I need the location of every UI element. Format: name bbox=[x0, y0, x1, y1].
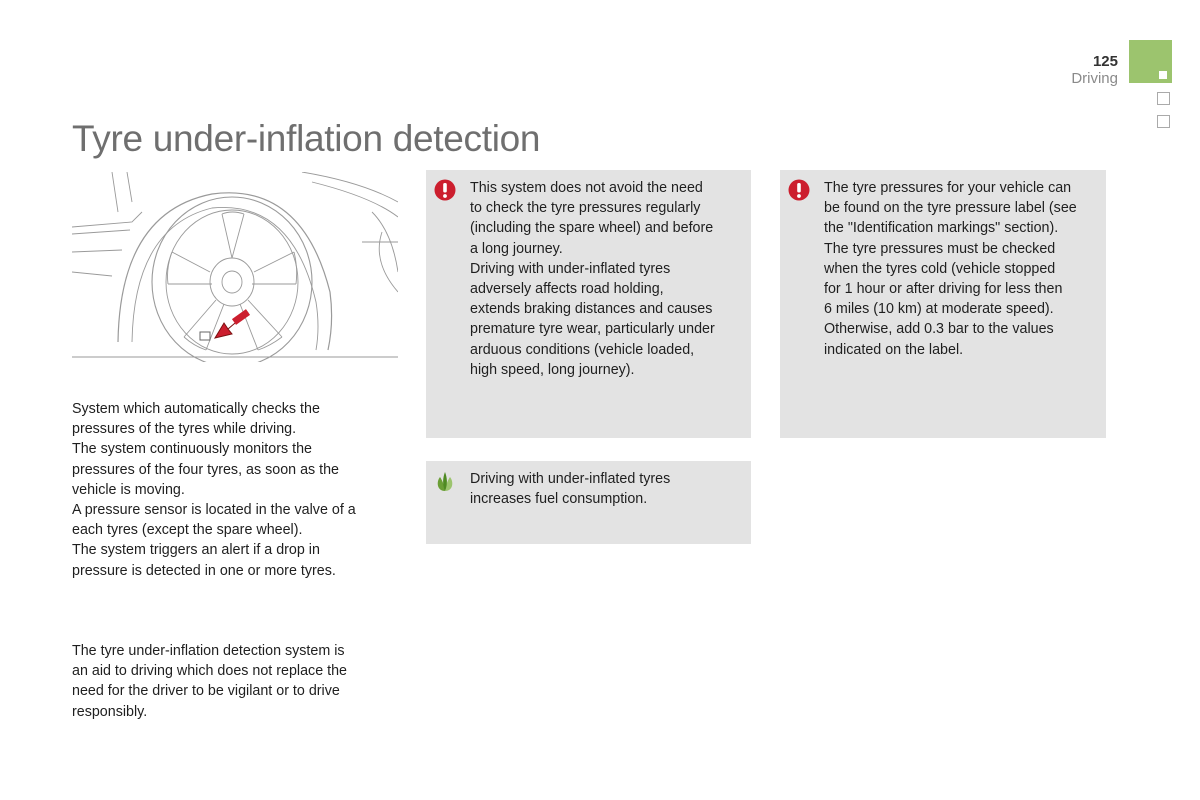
warning-panel-2 bbox=[780, 170, 1106, 438]
section-tab bbox=[1129, 40, 1172, 83]
intro-line: A pressure sensor is located in the valve of a bbox=[72, 502, 356, 519]
warning-line: adversely affects road holding, bbox=[470, 281, 664, 298]
warning-line: to check the tyre pressures regularly bbox=[470, 200, 701, 217]
warning-line: be found on the tyre pressure label (see bbox=[824, 200, 1077, 217]
warning-panel-1 bbox=[426, 170, 751, 438]
intro-line: each tyres (except the spare wheel). bbox=[72, 522, 303, 539]
warning-line: arduous conditions (vehicle loaded, bbox=[470, 341, 695, 358]
warning-line: This system does not avoid the need bbox=[470, 180, 703, 196]
warning-icon bbox=[434, 179, 456, 201]
intro-text bbox=[72, 399, 392, 581]
page-title: Tyre under-inflation detection bbox=[72, 118, 541, 159]
page-number: 125 bbox=[1092, 53, 1118, 70]
warning-line: the "Identification markings" section). bbox=[824, 220, 1059, 237]
eco-tip-panel bbox=[426, 461, 751, 544]
intro-line: The system continuously monitors the bbox=[72, 441, 312, 458]
intro-line: vehicle is moving. bbox=[72, 481, 185, 498]
warning-line: (including the spare wheel) and before bbox=[470, 220, 714, 237]
intro-line: pressure is detected in one or more tyres. bbox=[72, 562, 336, 579]
section-name: Driving bbox=[1071, 70, 1118, 87]
warning-line: The tyre pressures must be checked bbox=[824, 240, 1056, 257]
arrow-icon bbox=[215, 312, 248, 338]
intro-line: pressures of the tyres while driving. bbox=[72, 421, 297, 438]
warning-line: for 1 hour or after driving for less then bbox=[824, 281, 1063, 298]
note-line: need for the driver to be vigilant or to drive bbox=[72, 683, 340, 700]
intro-line: The system triggers an alert if a drop in bbox=[72, 542, 320, 559]
intro-line: System which automatically checks the bbox=[72, 401, 320, 417]
warning-line: The tyre pressures for your vehicle can bbox=[824, 180, 1072, 196]
warning-line: when the tyres cold (vehicle stopped bbox=[824, 260, 1056, 277]
warning-line: premature tyre wear, particularly under bbox=[470, 321, 715, 338]
intro-line: pressures of the four tyres, as soon as the bbox=[72, 461, 340, 478]
warning-line: extends braking distances and causes bbox=[470, 301, 713, 318]
disclaimer-text bbox=[72, 641, 392, 722]
warning-line: indicated on the label. bbox=[824, 341, 964, 358]
note-line: responsibly. bbox=[72, 703, 148, 720]
warning-line: Driving with under-inflated tyres bbox=[470, 260, 671, 277]
note-line: The tyre under-inflation detection system is bbox=[72, 643, 345, 659]
eco-tip-line: increases fuel consumption. bbox=[470, 491, 648, 508]
note-line: an aid to driving which does not replace the bbox=[72, 663, 347, 680]
warning-line: high speed, long journey). bbox=[470, 361, 635, 378]
nav-box-2 bbox=[1157, 115, 1170, 128]
warning-line: 6 miles (10 km) at moderate speed). bbox=[824, 301, 1054, 318]
warning-icon bbox=[788, 179, 810, 201]
nav-box-1 bbox=[1157, 92, 1170, 105]
eco-tip-line: Driving with under-inflated tyres bbox=[470, 471, 671, 487]
warning-line: Otherwise, add 0.3 bar to the values bbox=[824, 321, 1054, 338]
wheel-valve-illustration bbox=[72, 172, 398, 362]
warning-line: a long journey. bbox=[470, 240, 563, 257]
section-tab-marker bbox=[1159, 71, 1167, 79]
eco-leaf-icon bbox=[434, 470, 456, 492]
